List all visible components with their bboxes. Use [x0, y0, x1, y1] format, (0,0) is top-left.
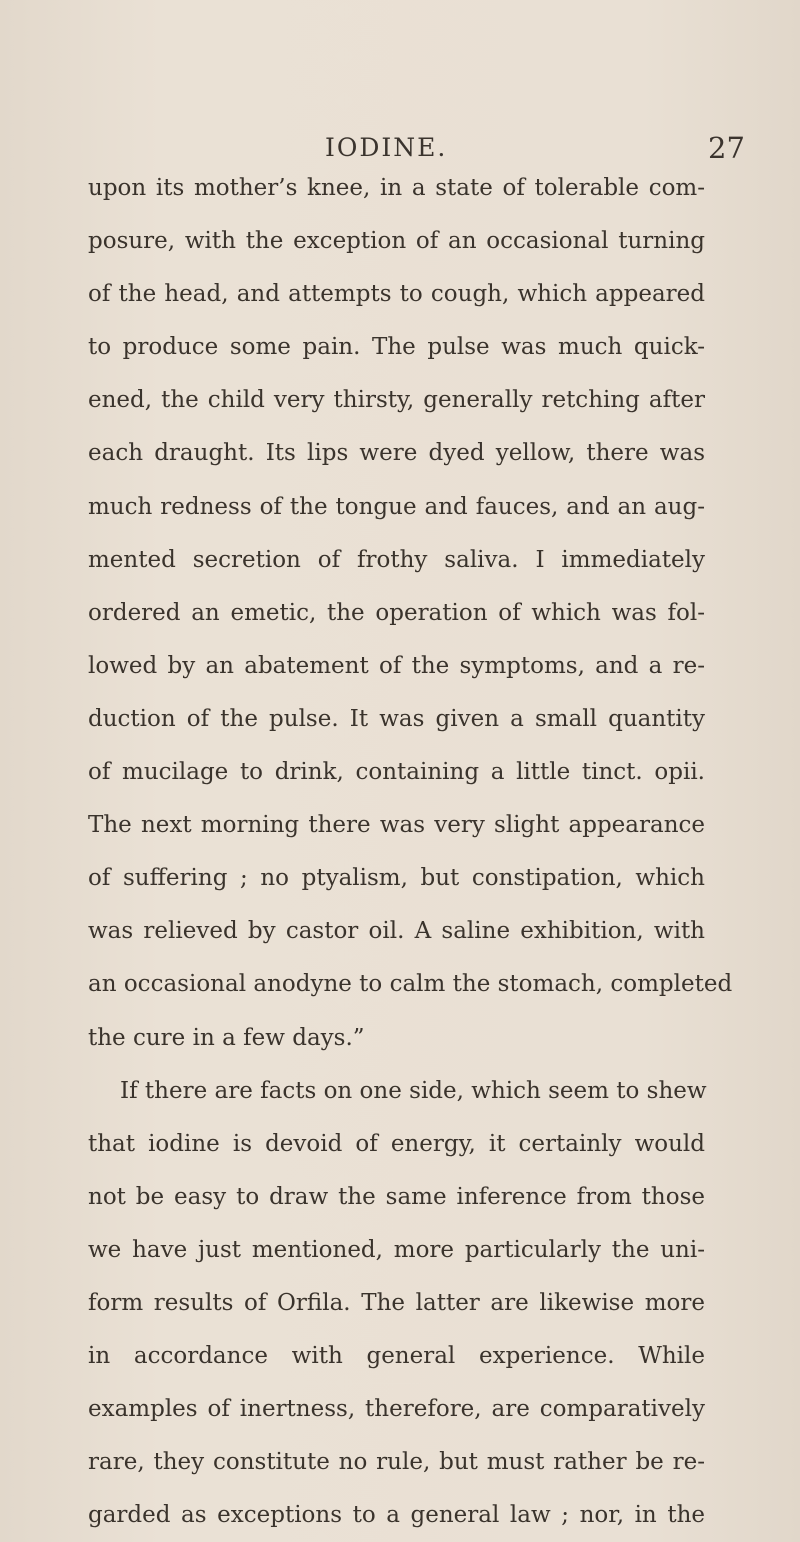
running-head: IODINE.: [325, 133, 448, 162]
text-line: The next morning there was very slight appearance: [88, 812, 705, 839]
text-line: ened, the child very thirsty, generally retching after: [88, 387, 705, 414]
text-line: each draught. Its lips were dyed yellow, there was: [88, 440, 705, 467]
text-line: duction of the pulse. It was given a small quantity: [88, 705, 705, 732]
text-line: to produce some pain. The pulse was much quick-: [88, 334, 705, 361]
text-line: lowed by an abatement of the symptoms, and a re-: [88, 652, 705, 679]
text-line: of the head, and attempts to cough, which appeared: [88, 281, 705, 308]
text-line: upon its mother’s knee, in a state of tolerable com-: [88, 175, 705, 201]
body-text: [88, 162, 733, 1542]
text-line: of mucilage to drink, containing a little tinct. opii.: [88, 759, 705, 786]
text-line: If there are facts on one side, which seem to shew: [120, 1077, 707, 1104]
text-line: examples of inertness, therefore, are comparatively: [88, 1396, 705, 1423]
text-line: garded as exceptions to a general law ; nor, in the: [88, 1502, 705, 1529]
text-line: an occasional anodyne to calm the stomach, completed: [88, 971, 733, 998]
text-line: much redness of the tongue and fauces, and an aug-: [88, 493, 705, 520]
text-line: not be easy to draw the same inference from those: [88, 1183, 705, 1210]
text-line: that iodine is devoid of energy, it certainly would: [88, 1130, 705, 1157]
text-line: ordered an emetic, the operation of which was fol-: [88, 599, 705, 626]
text-line: form results of Orfila. The latter are likewise more: [88, 1289, 705, 1316]
text-line: posure, with the exception of an occasional turning: [88, 228, 705, 255]
page-number: 27: [708, 131, 745, 165]
text-line: the cure in a few days.”: [88, 1024, 365, 1051]
text-line: was relieved by castor oil. A saline exhibition, with: [88, 918, 705, 945]
text-line: mented secretion of frothy saliva. I immediately: [88, 546, 705, 573]
text-line: in accordance with general experience. While: [88, 1343, 705, 1370]
text-line: of suffering ; no ptyalism, but constipation, which: [88, 865, 705, 892]
text-line: we have just mentioned, more particularly the uni-: [88, 1236, 705, 1263]
text-line: rare, they constitute no rule, but must rather be re-: [88, 1449, 705, 1476]
